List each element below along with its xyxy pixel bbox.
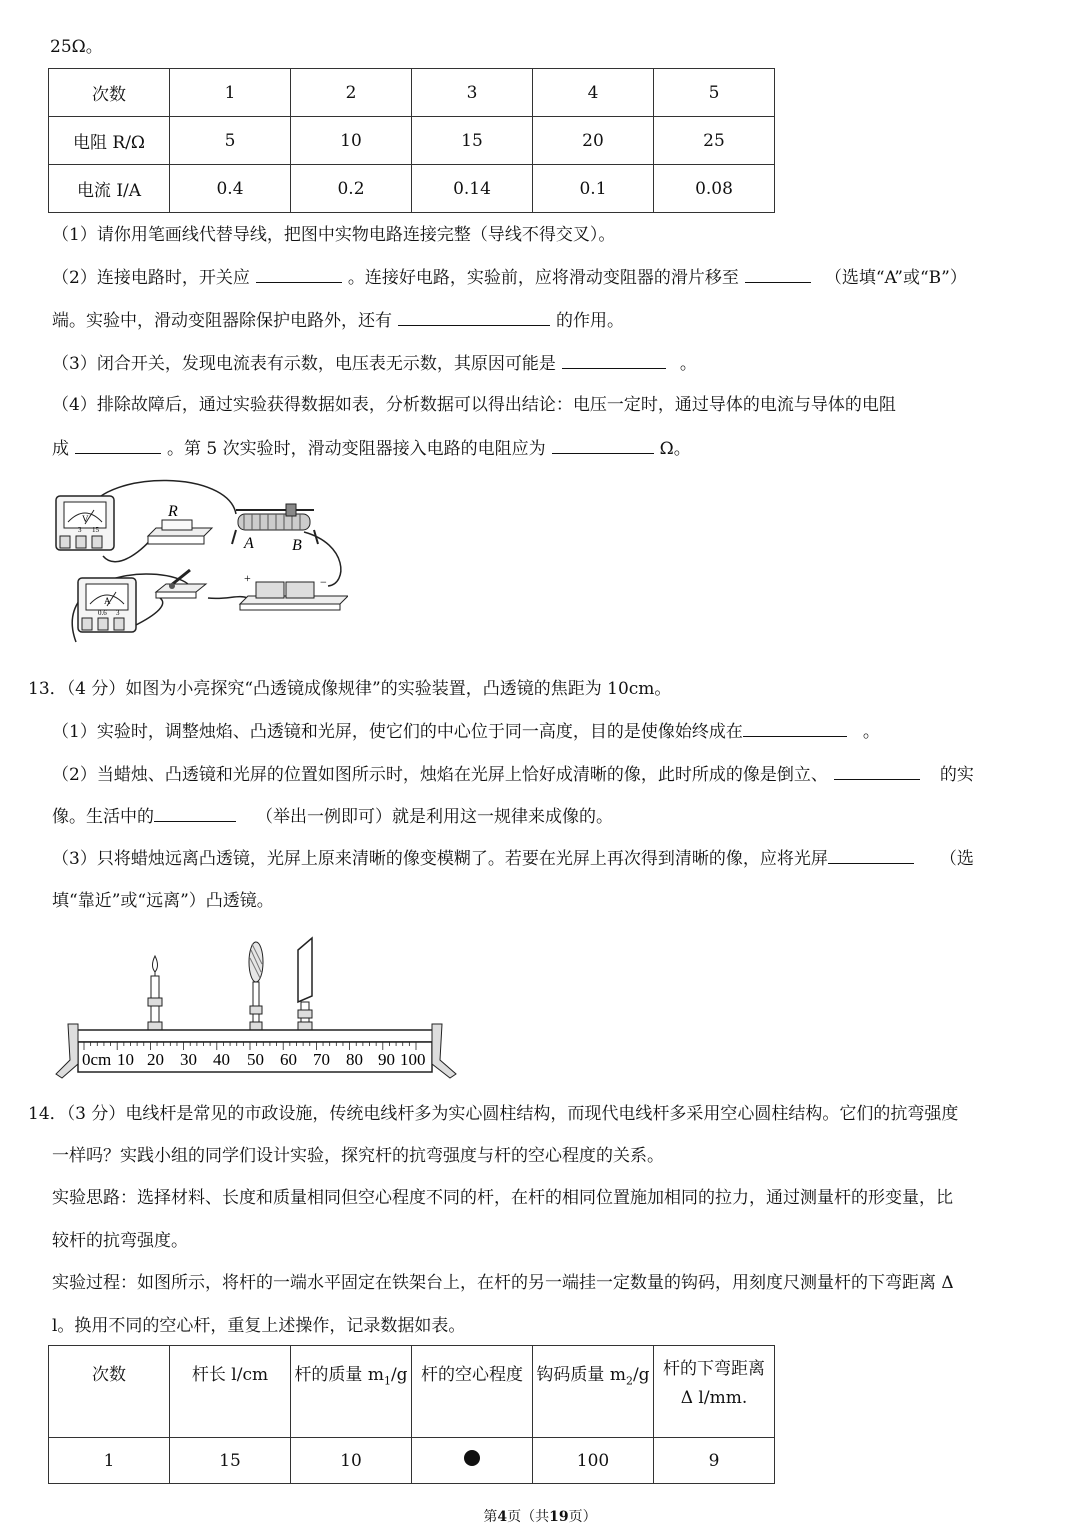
table-cell: 1	[49, 1438, 170, 1484]
q13-title: 13．（4 分）如图为小亮探究“凸透镜成像规律”的实验装置，凸透镜的焦距为 10cm。	[28, 679, 672, 699]
tick-label: 100	[400, 1050, 426, 1069]
continuation-text: 25Ω。	[50, 37, 103, 57]
q12-part4-line1: （4）排除故障后，通过实验获得数据如表，分析数据可以得出结论：电压一定时，通过导体的电流与导体的电阻	[52, 395, 896, 415]
table-cell: 9	[654, 1438, 775, 1484]
scale-label: 15	[92, 526, 99, 534]
answer-blank[interactable]	[562, 352, 666, 369]
tick-label: 80	[346, 1050, 363, 1069]
answer-blank[interactable]	[834, 763, 920, 780]
table-header: 杆的下弯距离 Δ l/mm.	[654, 1346, 775, 1438]
scale-label: 3	[116, 609, 120, 617]
bench-leg-right	[432, 1024, 456, 1078]
q13-part3-line2: 填“靠近”或“远离”）凸透镜。	[52, 891, 274, 911]
answer-blank[interactable]	[745, 266, 811, 283]
data-table-rod	[48, 1345, 775, 1484]
q12-part2-line1: （2）连接电路时，开关应 。连接好电路，实验前，应将滑动变阻器的滑片移至 （选填“A”或“B”）	[52, 268, 967, 288]
scale-label: 0.6	[98, 609, 107, 617]
tick-label: 0cm	[82, 1050, 112, 1069]
voltmeter-label: V	[82, 514, 89, 524]
answer-blank[interactable]	[256, 266, 342, 283]
q14-text: 实验过程：如图所示，将杆的一端水平固定在铁架台上，在杆的另一端挂一定数量的钩码，用刻度尺测量杆的下弯距离 Δ	[52, 1273, 954, 1293]
table-cell: 20	[533, 117, 654, 165]
tick-label: 50	[247, 1050, 264, 1069]
tick-label: 10	[117, 1050, 134, 1069]
rheostat-end-b: B	[292, 537, 302, 554]
light-screen	[298, 938, 312, 1030]
table-cell: 3	[412, 69, 533, 117]
answer-blank[interactable]	[828, 847, 914, 864]
rheostat-end-a: A	[244, 535, 254, 552]
table-cell: 0.2	[291, 165, 412, 213]
q13-part1: （1）实验时，调整烛焰、凸透镜和光屏，使它们的中心位于同一高度，目的是使像始终成在 。	[52, 722, 880, 742]
table-cell: 5	[170, 117, 291, 165]
page-footer: 第4页（共19页）	[483, 1509, 597, 1525]
tick-label: 70	[313, 1050, 330, 1069]
q13-part3-line1: （3）只将蜡烛远离凸透镜，光屏上原来清晰的像变模糊了。若要在光屏上再次得到清晰的像，应将光屏 （选	[52, 849, 974, 869]
table-cell: 4	[533, 69, 654, 117]
wire	[134, 598, 163, 626]
voltmeter	[56, 496, 114, 550]
table-cell: 1	[170, 69, 291, 117]
wire	[208, 597, 248, 599]
table-header: 钩码质量 $m_2/g$	[533, 1346, 654, 1438]
tick-label: 20	[147, 1050, 164, 1069]
resistor-label: R	[168, 503, 178, 520]
tick-label: 90	[378, 1050, 395, 1069]
resistor	[148, 503, 212, 544]
optical-bench	[50, 932, 462, 1080]
table-cell	[412, 1438, 533, 1484]
solid-circle-icon	[464, 1450, 480, 1466]
answer-blank[interactable]	[398, 309, 550, 326]
table-cell: 10	[291, 117, 412, 165]
ammeter	[78, 578, 136, 632]
table-cell: 电阻 R/Ω	[49, 117, 170, 165]
table-cell: 100	[533, 1438, 654, 1484]
q13-part2-line1: （2）当蜡烛、凸透镜和光屏的位置如图所示时，烛焰在光屏上恰好成清晰的像，此时所成的像是倒立、 的实	[52, 765, 974, 785]
tick-label: 30	[180, 1050, 197, 1069]
q12-part1: （1）请你用笔画线代替导线，把图中实物电路连接完整（导线不得交叉）。	[52, 225, 616, 245]
table-cell: 0.4	[170, 165, 291, 213]
table-cell: 5	[654, 69, 775, 117]
table-cell: 次数	[49, 69, 170, 117]
table-header: 杆的质量 $m_1/g$	[291, 1346, 412, 1438]
table-cell: 15	[412, 117, 533, 165]
table-cell: 0.14	[412, 165, 533, 213]
answer-blank[interactable]	[154, 805, 236, 822]
minus-sign: −	[320, 575, 327, 589]
table-cell: 电流 I/A	[49, 165, 170, 213]
plus-sign: +	[244, 571, 251, 585]
switch	[156, 570, 206, 598]
table-cell: 25	[654, 117, 775, 165]
table-header: 次数	[49, 1346, 170, 1438]
q12-part3: （3）闭合开关，发现电流表有示数，电压表无示数，其原因可能是 。	[52, 354, 697, 374]
tick-label: 60	[280, 1050, 297, 1069]
table-cell: 0.08	[654, 165, 775, 213]
q12-part4-line2: 成 。第 5 次实验时，滑动变阻器接入电路的电阻应为 Ω。	[52, 439, 691, 459]
table-cell: 10	[291, 1438, 412, 1484]
circuit-diagram	[48, 474, 348, 654]
bench-rail	[74, 1030, 436, 1042]
q14-text: 实验思路：选择材料、长度和质量相同但空心程度不同的杆，在杆的相同位置施加相同的拉力，通过测量杆的形变量，比	[52, 1188, 953, 1208]
answer-blank[interactable]	[552, 437, 654, 454]
ammeter-label: A	[104, 596, 111, 606]
table-cell: 15	[170, 1438, 291, 1484]
bench-leg-left	[56, 1024, 78, 1078]
data-table-resistance	[48, 68, 775, 213]
table-cell: 0.1	[533, 165, 654, 213]
q14-title: 14．（3 分）电线杆是常见的市政设施，传统电线杆多为实心圆柱结构，而现代电线杆多采用空心圆柱结构。它们的抗弯强度	[28, 1104, 959, 1124]
table-cell: 2	[291, 69, 412, 117]
table-header: 杆长 l/cm	[170, 1346, 291, 1438]
rheostat	[232, 504, 318, 554]
convex-lens	[249, 942, 263, 1030]
q14-text: l。换用不同的空心杆，重复上述操作，记录数据如表。	[52, 1316, 466, 1336]
answer-blank[interactable]	[75, 437, 161, 454]
scale-label: 3	[78, 526, 82, 534]
candle	[148, 956, 162, 1030]
answer-blank[interactable]	[743, 720, 847, 737]
tick-label: 40	[213, 1050, 230, 1069]
q13-part2-line2: 像。生活中的 （举出一例即可）就是利用这一规律来成像的。	[52, 807, 613, 827]
q14-text: 一样吗？实践小组的同学们设计实验，探究杆的抗弯强度与杆的空心程度的关系。	[52, 1146, 664, 1166]
q14-text: 较杆的抗弯强度。	[52, 1231, 188, 1251]
battery	[240, 571, 348, 610]
table-header: 杆的空心程度	[412, 1346, 533, 1438]
q12-part2-line2: 端。实验中，滑动变阻器除保护电路外，还有 的作用。	[52, 311, 624, 331]
